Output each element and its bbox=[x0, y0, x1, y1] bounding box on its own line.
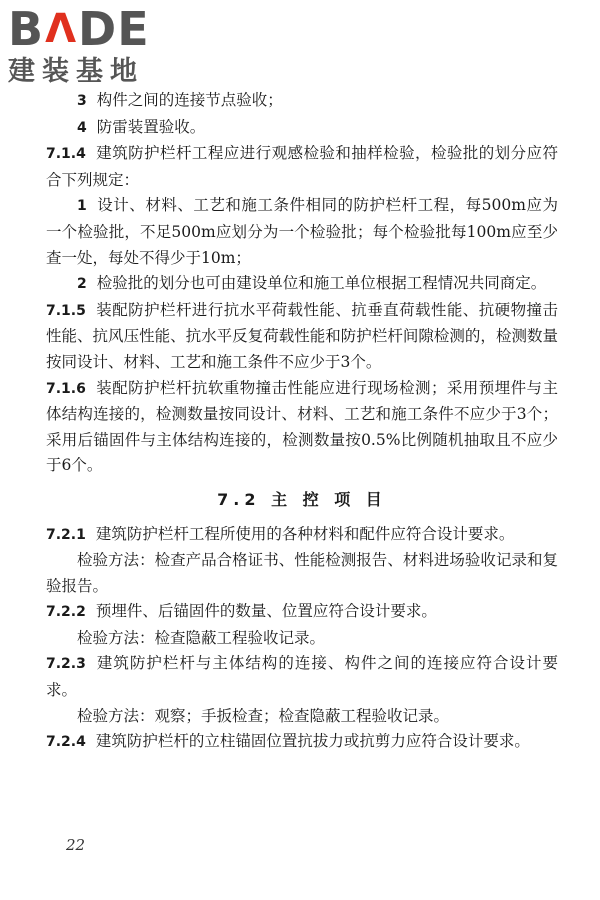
clause-text: 检验方法：检查隐蔽工程验收记录。 bbox=[77, 628, 326, 647]
clause-text: 检验方法：观察；手扳检查；检查隐蔽工程验收记录。 bbox=[77, 706, 450, 725]
logo-wordmark bbox=[8, 4, 178, 54]
document-body bbox=[46, 88, 558, 756]
clause-text: 建筑防护栏杆工程所使用的各种材料和配件应符合设计要求。 bbox=[95, 524, 515, 543]
clause-text: 检验批的划分也可由建设单位和施工单位根据工程情况共同商定。 bbox=[96, 274, 547, 293]
clause-paragraph bbox=[46, 626, 558, 652]
clause-paragraph bbox=[46, 599, 558, 626]
logo-subtitle: 建装基地 bbox=[8, 56, 144, 87]
clause-number: 7.2.4 bbox=[46, 734, 86, 751]
clause-text: 检验方法：检查产品合格证书、性能检测报告、材料进场验收记录和复验报告。 bbox=[46, 551, 558, 595]
clause-paragraph bbox=[46, 141, 558, 193]
clause-list-7-1 bbox=[46, 88, 558, 479]
clause-number: 2 bbox=[77, 276, 87, 293]
clause-text: 构件之间的连接节点验收； bbox=[96, 91, 283, 109]
logo-letter-a: Λ bbox=[45, 6, 78, 52]
clause-paragraph bbox=[46, 193, 558, 271]
logo-letter-b: B bbox=[8, 2, 45, 56]
clause-number: 3 bbox=[77, 93, 87, 109]
clause-paragraph bbox=[46, 704, 558, 730]
clause-paragraph bbox=[46, 729, 558, 756]
clause-text: 装配防护栏杆进行抗水平荷载性能、抗垂直荷载性能、抗硬物撞击性能、抗风压性能、抗水平反复荷载性能和防护栏杆间隙检测的，检测数量按同设计、材料、工艺和施工条件不应少于3个。 bbox=[46, 300, 558, 371]
clause-paragraph bbox=[46, 271, 558, 298]
clause-text: 建筑防护栏杆与主体结构的连接、构件之间的连接应符合设计要求。 bbox=[46, 654, 558, 700]
clause-text: 预埋件、后锚固件的数量、位置应符合设计要求。 bbox=[95, 602, 437, 621]
section-title: 7.2 主 控 项 目 bbox=[217, 489, 387, 509]
logo-letters-de: DE bbox=[78, 2, 150, 56]
clause-paragraph bbox=[46, 548, 558, 599]
clause-number: 7.1.5 bbox=[46, 302, 86, 319]
clause-paragraph bbox=[46, 376, 558, 479]
clause-text: 装配防护栏杆抗软重物撞击性能应进行现场检测；采用预埋件与主体结构连接的，检测数量按同设计、材料、工艺和施工条件不应少于3个；采用后锚固件与主体结构连接的，检测数量按0.5%比例随机抽取且不应少于6个。 bbox=[46, 378, 558, 475]
clause-number: 7.1.4 bbox=[46, 146, 86, 163]
clause-paragraph bbox=[46, 88, 558, 115]
clause-paragraph bbox=[46, 522, 558, 549]
clause-number: 1 bbox=[77, 198, 87, 215]
clause-text: 建筑防护栏杆工程应进行观感检验和抽样检验，检验批的划分应符合下列规定： bbox=[46, 144, 558, 189]
bade-logo bbox=[8, 4, 178, 88]
clause-text: 设计、材料、工艺和施工条件相同的防护栏杆工程，每500m应为一个检验批，不足500m应划分为一个检验批；每个检验批每100m应至少查一处，每处不得少于10m； bbox=[46, 196, 558, 267]
clause-text: 防雷装置验收。 bbox=[96, 117, 206, 136]
page-number: 22 bbox=[66, 836, 86, 854]
clause-number: 7.1.6 bbox=[46, 380, 86, 397]
clause-paragraph bbox=[46, 651, 558, 703]
clause-number: 4 bbox=[77, 119, 87, 136]
clause-list-7-2 bbox=[46, 522, 558, 756]
clause-text: 建筑防护栏杆的立柱锚固位置抗拔力或抗剪力应符合设计要求。 bbox=[95, 732, 530, 751]
clause-number: 7.2.3 bbox=[46, 656, 86, 673]
clause-number: 7.2.1 bbox=[46, 526, 86, 543]
clause-number: 7.2.2 bbox=[46, 604, 86, 621]
clause-paragraph bbox=[46, 115, 558, 142]
clause-paragraph bbox=[46, 298, 558, 376]
